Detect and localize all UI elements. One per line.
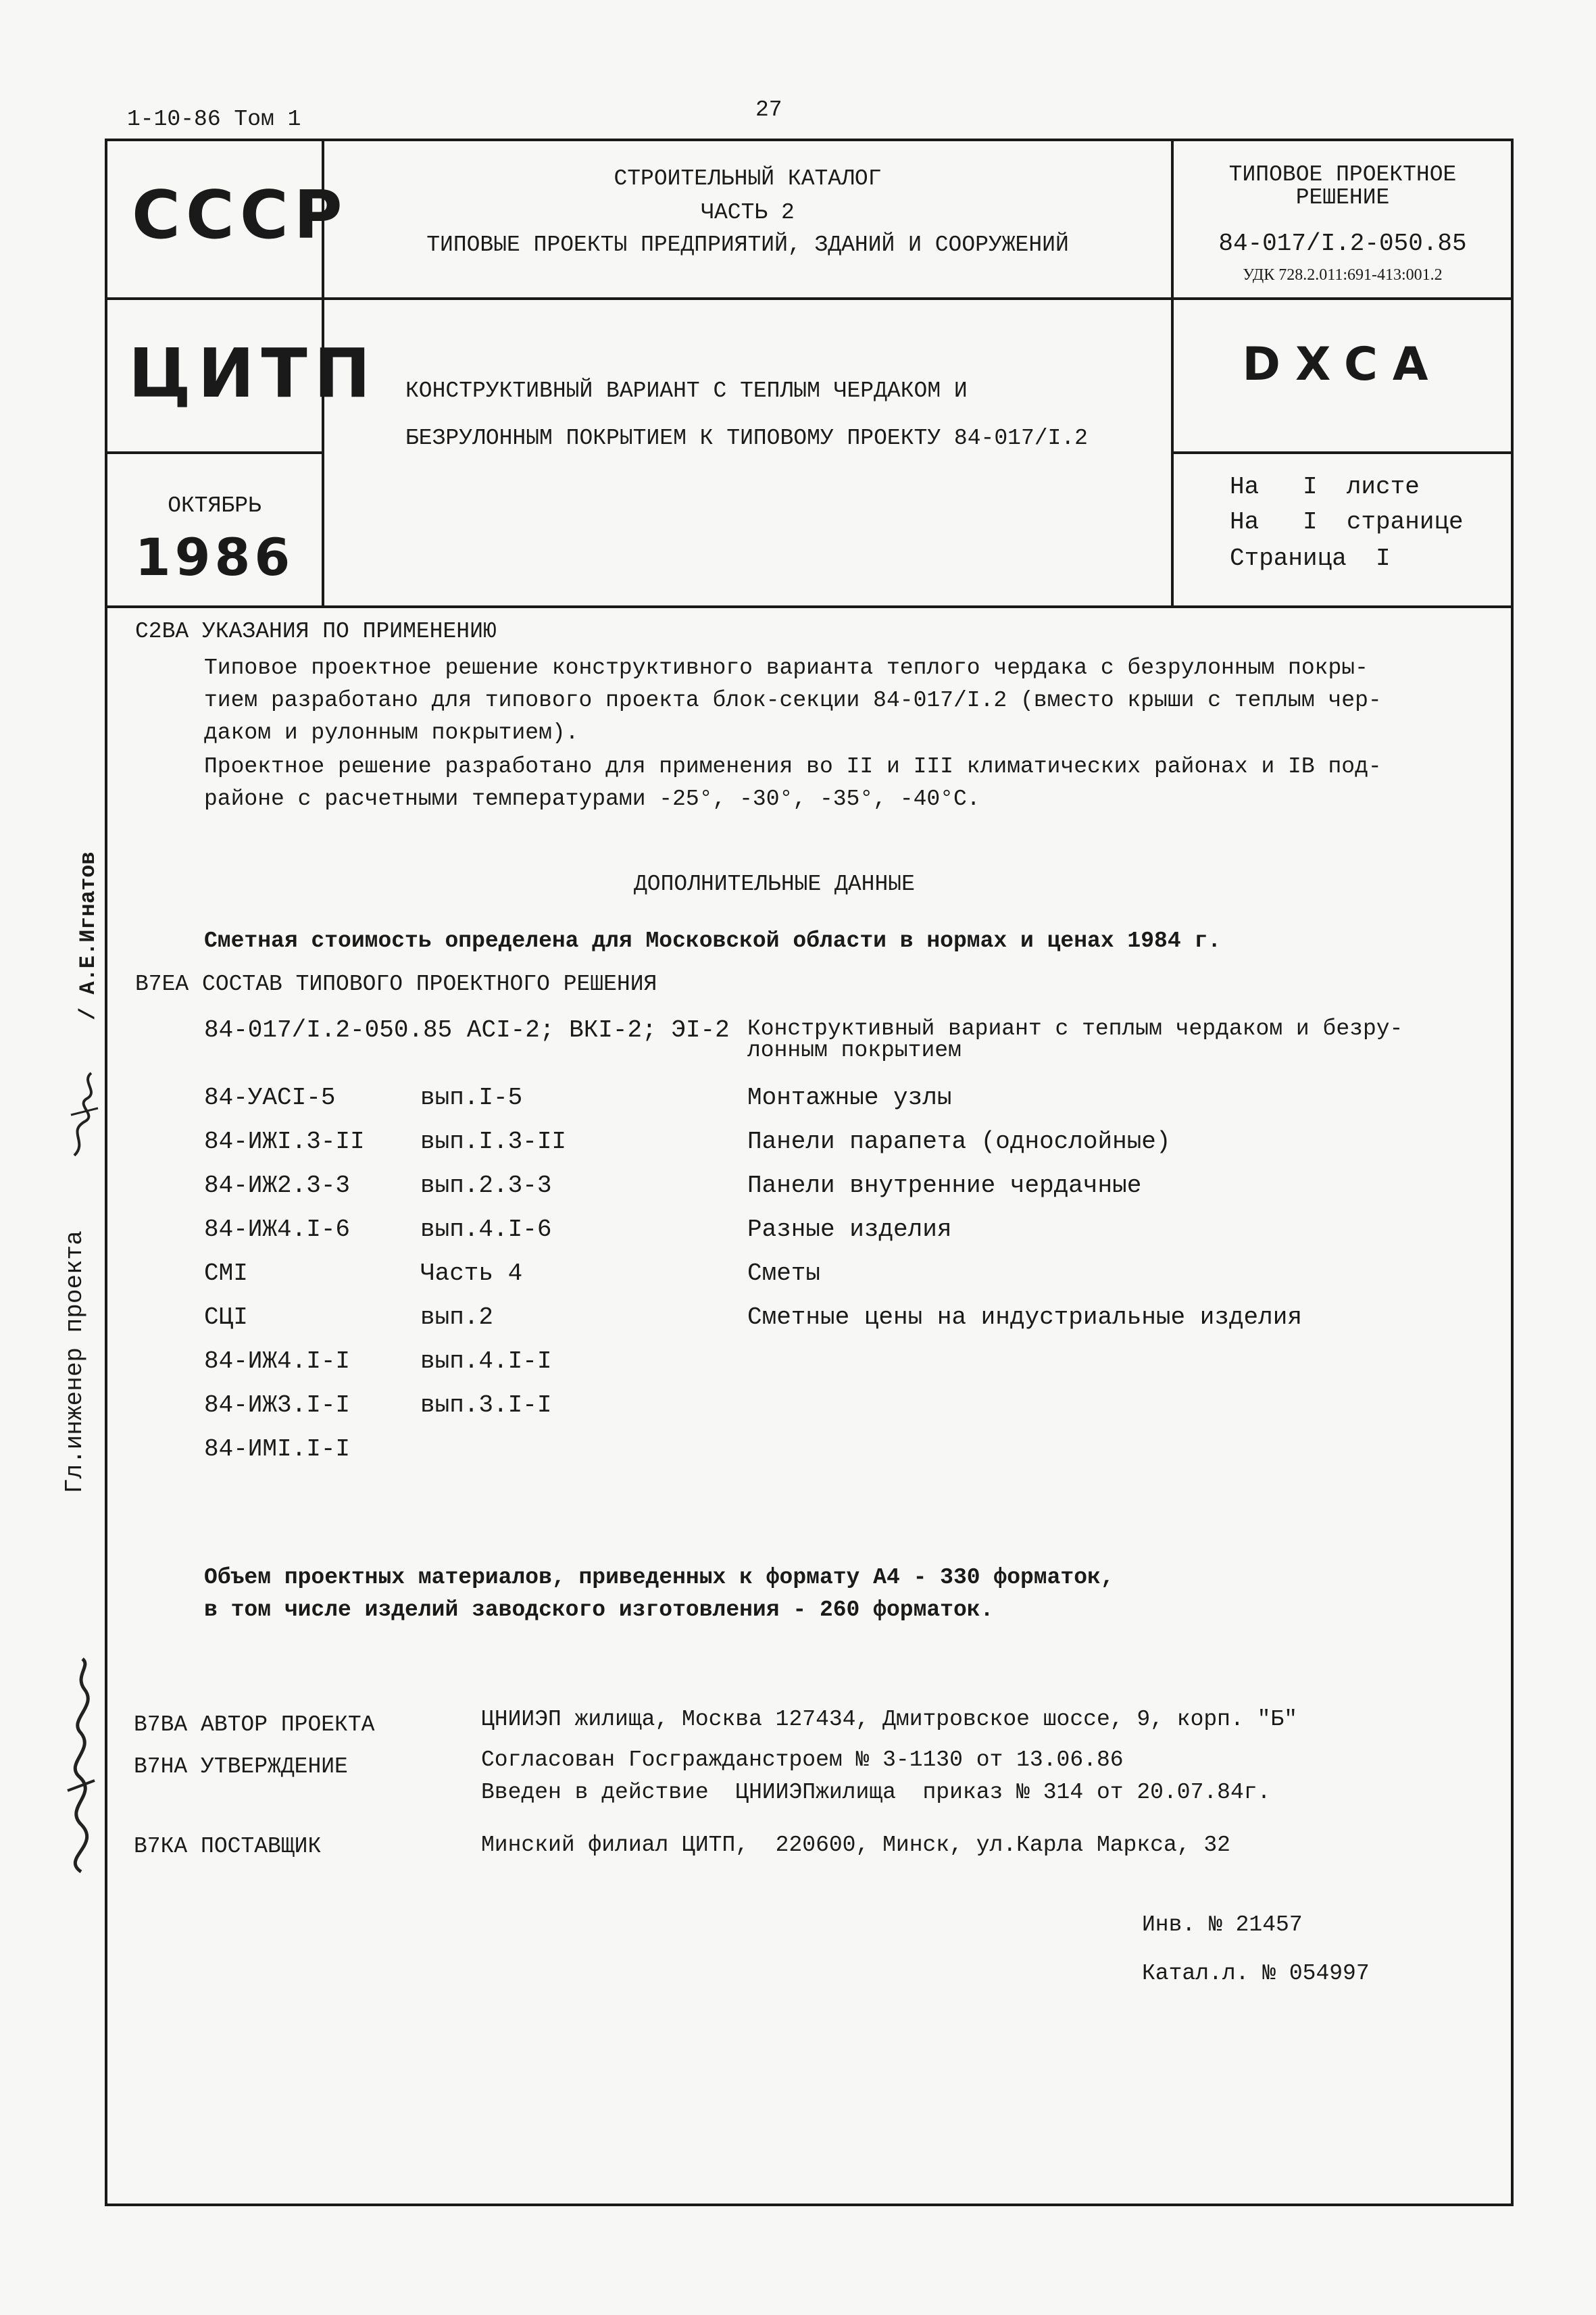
composition-item-issue: вып.2.3-3 xyxy=(420,1172,552,1199)
approval-signature-icon xyxy=(54,1656,108,1878)
project-title-line1: КОНСТРУКТИВНЫЙ ВАРИАНТ С ТЕПЛЫМ ЧЕРДАКОМ И xyxy=(405,378,968,403)
composition-heading: В7ЕА СОСТАВ ТИПОВОГО ПРОЕКТНОГО РЕШЕНИЯ xyxy=(135,972,657,997)
header-bottom-line xyxy=(105,605,1514,608)
supplier-value: Минский филиал ЦИТП, 220600, Минск, ул.Карла Маркса, 32 xyxy=(481,1833,1230,1858)
agency-citp: ЦИТП xyxy=(128,334,378,413)
usage-heading: С2ВА УКАЗАНИЯ ПО ПРИМЕНЕНИЮ xyxy=(135,619,497,644)
composition-item-desc: Панели внутренние чердачные xyxy=(747,1172,1142,1199)
page-indicator: Страница I xyxy=(1230,545,1391,572)
chief-engineer-label: Гл.инженер проекта xyxy=(61,1230,89,1493)
composition-item-code: 84-ИЖ2.3-3 xyxy=(204,1172,351,1199)
composition-item-issue: вып.I.3-II xyxy=(420,1128,567,1155)
composition-item-desc: Разные изделия xyxy=(747,1216,952,1243)
usage-para2-line2: районе с расчетными температурами -25°, -30°, -35°, -40°С. xyxy=(204,787,980,812)
composition-item-desc: Сметные цены на индустриальные изделия xyxy=(747,1303,1302,1331)
supplier-label: В7КА ПОСТАВЩИК xyxy=(134,1834,322,1859)
catalog-title: СТРОИТЕЛЬНЫЙ КАТАЛОГ xyxy=(614,166,882,191)
main-item-desc-line2: лонным покрытием xyxy=(747,1038,962,1063)
project-code: 84-017/I.2-050.85 xyxy=(1218,230,1467,257)
usage-para2-line1: Проектное решение разработано для применения во II и III климатических районах и IВ под- xyxy=(204,754,1382,779)
approval-value-line2: Введен в действие ЦНИИЭПжилища приказ № 314 от 20.07.84г. xyxy=(481,1780,1271,1805)
composition-item-desc: Монтажные узлы xyxy=(747,1084,952,1112)
composition-item-issue: вып.2 xyxy=(420,1303,494,1331)
catalog-sheet-number: Катал.л. № 054997 xyxy=(1142,1961,1370,1986)
sheets-count: На I листе xyxy=(1230,473,1420,501)
composition-item-issue: Часть 4 xyxy=(420,1260,523,1287)
header-divider-row1 xyxy=(105,297,1514,300)
cost-note: Сметная стоимость определена для Московской области в нормах и ценах 1984 г. xyxy=(204,928,1222,953)
code-letters: DXCA xyxy=(1242,338,1443,391)
solution-type-line1: ТИПОВОЕ ПРОЕКТНОЕ xyxy=(1228,162,1457,187)
inventory-number: Инв. № 21457 xyxy=(1142,1912,1303,1937)
header-divider-row2-right xyxy=(1171,451,1514,454)
author-label: В7ВА АВТОР ПРОЕКТА xyxy=(134,1712,375,1737)
catalog-part: ЧАСТЬ 2 xyxy=(701,200,795,225)
composition-item-code: 84-ИЖ4.I-I xyxy=(204,1347,351,1375)
composition-item-code: СМI xyxy=(204,1260,248,1287)
project-title-line2: БЕЗРУЛОННЫМ ПОКРЫТИЕМ К ТИПОВОМУ ПРОЕКТУ 84-017/I.2 xyxy=(405,426,1088,451)
composition-item-code: 84-ИЖI.3-II xyxy=(204,1128,365,1155)
usage-para1-line1: Типовое проектное решение конструктивного варианта теплого чердака с безрулонным покры- xyxy=(204,655,1368,680)
composition-item-desc: Панели парапета (однослойные) xyxy=(747,1128,1171,1155)
engineer-name: / А.Е.Игнатов xyxy=(76,851,101,1020)
approval-value-line1: Согласован Госгражданстроем № 3-1130 от 13.06.86 xyxy=(481,1747,1124,1772)
composition-item-code: 84-ИЖ3.I-I xyxy=(204,1391,351,1419)
solution-type-line2: РЕШЕНИЕ xyxy=(1295,185,1390,210)
header-divider-row2 xyxy=(105,451,324,454)
engineer-signature-icon xyxy=(61,1068,108,1162)
approval-label: В7НА УТВЕРЖДЕНИЕ xyxy=(134,1754,348,1779)
additional-heading: ДОПОЛНИТЕЛЬНЫЕ ДАННЫЕ xyxy=(634,872,915,897)
composition-item-code: СЦI xyxy=(204,1303,248,1331)
org-ussr: СССР xyxy=(132,177,348,254)
volume-line1: Объем проектных материалов, приведенных к формату А4 - 330 форматок, xyxy=(204,1565,1114,1590)
composition-item-issue: вып.4.I-6 xyxy=(420,1216,552,1243)
series-label: 1-10-86 Том 1 xyxy=(127,107,301,132)
udk-code: УДК 728.2.011:691-413:001.2 xyxy=(1243,266,1443,284)
composition-item-issue: вып.I-5 xyxy=(420,1084,523,1112)
composition-item-desc: Сметы xyxy=(747,1260,821,1287)
composition-item-issue: вып.4.I-I xyxy=(420,1347,552,1375)
author-value: ЦНИИЭП жилища, Москва 127434, Дмитровское шоссе, 9, корп. "Б" xyxy=(481,1707,1297,1732)
issue-month: ОКТЯБРЬ xyxy=(168,493,261,518)
page-number: 27 xyxy=(755,97,782,122)
usage-para1-line2: тием разработано для типового проекта блок-секции 84-017/I.2 (вместо крыши с теплым чер- xyxy=(204,688,1382,713)
main-item-code: 84-017/I.2-050.85 АСI-2; ВКI-2; ЭI-2 xyxy=(204,1016,730,1044)
main-item-desc-line1: Конструктивный вариант с теплым чердаком и безру- xyxy=(747,1016,1403,1041)
pages-count: На I странице xyxy=(1230,508,1464,536)
composition-item-code: 84-ИЖ4.I-6 xyxy=(204,1216,351,1243)
composition-item-code: 84-ИМI.I-I xyxy=(204,1435,351,1463)
issue-year: 1986 xyxy=(134,527,295,587)
composition-item-issue: вып.3.I-I xyxy=(420,1391,552,1419)
composition-item-code: 84-УАСI-5 xyxy=(204,1084,336,1112)
volume-line2: в том числе изделий заводского изготовления - 260 форматок. xyxy=(204,1597,994,1622)
catalog-subtitle: ТИПОВЫЕ ПРОЕКТЫ ПРЕДПРИЯТИЙ, ЗДАНИЙ И СООРУЖЕНИЙ xyxy=(426,232,1069,257)
usage-para1-line3: даком и рулонным покрытием). xyxy=(204,720,579,745)
